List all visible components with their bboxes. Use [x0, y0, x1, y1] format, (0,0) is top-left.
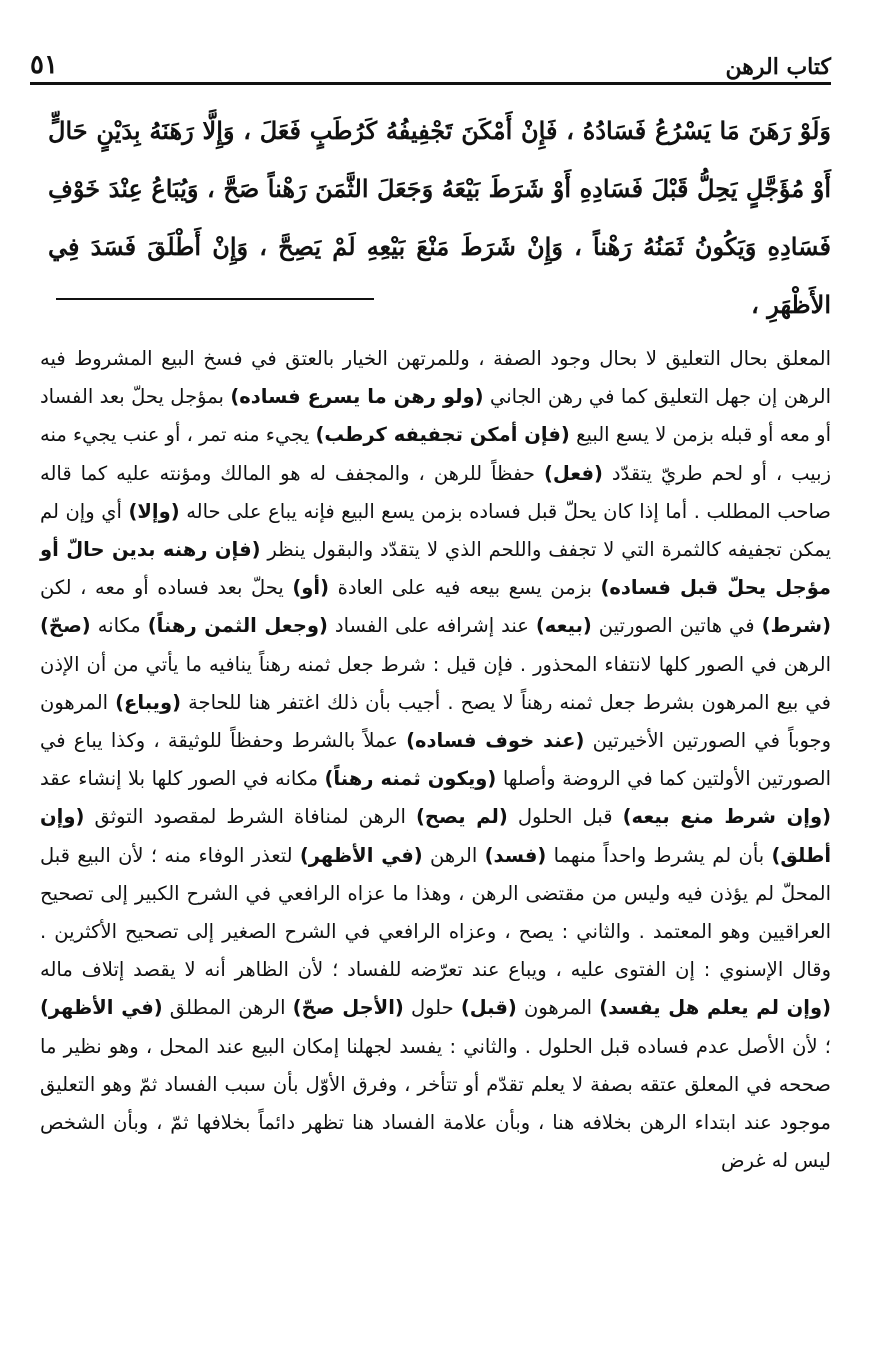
matn-text: وَلَوْ رَهَنَ مَا يَسْرُعُ فَسَادُهُ ، فَإِنْ أَمْكَنَ تَجْفِيفُهُ كَرُطَبٍ فَعَلَ ، وَإِلَّا رَهَنَهُ بِدَيْنٍ حَالٍّ أَوْ مُؤَجَّلٍ يَحِلُّ قَبْلَ فَسَادِهِ أَوْ شَرَطَ بَيْعَهُ وَجَعَلَ الثَّمَنَ رَهْناً صَحَّ ، وَيُبَاعُ عِنْدَ خَوْفِ فَسَادِهِ وَيَكُونُ ثَمَنُهُ رَهْناً ، وَإِنْ شَرَطَ مَنْعَ بَيْعِهِ لَمْ يَصِحَّ ، وَإِنْ أَطْلَقَ فَسَدَ فِي الأَظْهَرِ ، — [48, 116, 831, 319]
commentary-segment: بأن لم يشرط واحداً منهما — [546, 843, 772, 867]
quoted-matn-segment: (وإن لم يعلم هل يفسد) — [599, 996, 831, 1020]
commentary-segment: المرهون وجوباً في الصورتين الأخيرتين — [40, 690, 831, 753]
quoted-matn-segment: (فسد) — [484, 843, 547, 867]
quoted-matn-segment: (وإلا) — [128, 499, 180, 523]
page-header — [30, 40, 831, 80]
commentary-segment: بزمن يسع بيعه فيه على العادة — [329, 576, 601, 600]
quoted-matn-segment: (الأجل صحّ) — [292, 996, 404, 1020]
header-rule — [30, 82, 831, 85]
quoted-matn-segment: (فإن رهنه بدين حالّ أو مؤجل يحلّ قبل فساده) — [40, 538, 831, 600]
quoted-matn-segment: (وجعل الثمن رهناً) — [147, 614, 328, 638]
commentary-segment: عملاً بالشرط وحفظاً للوثيقة ، وكذا يباع في الصورتين الأولتين كما في الروضة وأصلها — [40, 729, 832, 791]
quoted-matn-segment: (في الأظهر) — [40, 996, 163, 1020]
commentary-segment: ؛ لأن الأصل عدم فساده قبل الحلول . والثاني : يفسد لجهلنا إمكان البيع عند المحل ، وهو نظير ما صححه في المعلق عتقه بصفة لا يعلم تقدّم أو تتأخر ، وفرق الأوّل بأن سبب الفساد ثمّ وهو التعليق موجود عند ابتداء الرهن بخلافه هنا ، وبأن علامة الفساد هنا تظهر دائماً بخلافها ثمّ ، وبأن الشخص ليس له غرض — [40, 1034, 831, 1173]
commentary-segment: الرهن في الصور كلها لانتفاء المحذور . فإن قيل : شرط جعل ثمنه رهناً ينافيه ما يأتي من أن الإذن في بيع المرهون بشرط جعل ثمنه رهناً لا يصح . أجيب بأن ذلك اغتفر هنا للحاجة — [40, 652, 831, 714]
commentary-segment: عند إشرافه على الفساد — [327, 614, 536, 638]
commentary-segment: يحلّ بعد فساده أو معه ، لكن — [40, 576, 293, 600]
page-number: ٥١ — [30, 50, 58, 80]
commentary-segment: المرهون — [516, 996, 600, 1020]
quoted-matn-segment: (ولو رهن ما يسرع فساده) — [230, 385, 484, 409]
commentary-segment: قبل الحلول — [507, 805, 623, 829]
commentary-segment: في هاتين الصورتين — [591, 614, 762, 638]
quoted-matn-segment: (في الأظهر) — [299, 843, 423, 867]
commentary-segment: الرهن المطلق — [162, 996, 293, 1020]
quoted-matn-segment: (شرط) — [761, 614, 831, 638]
quoted-matn-segment: (قبل) — [460, 996, 517, 1020]
running-title: كتاب الرهن — [725, 54, 831, 80]
commentary-segment: الرهن لمنافاة الشرط لمقصود التوثق — [84, 805, 417, 829]
quoted-matn-segment: (وإن شرط منع بيعه) — [622, 805, 831, 829]
commentary-segment: الرهن — [422, 843, 485, 867]
quoted-matn-segment: (صحّ) — [40, 614, 91, 638]
quoted-matn-segment: (لم يصح) — [416, 805, 508, 829]
commentary-segment: المعلق بحال التعليق لا بحال وجود الصفة ، وللمرتهن الخيار بالعتق في فسخ البيع المشروط فيه الرهن إن جهل التعليق كما في رهن الجاني — [40, 347, 831, 409]
quoted-matn-segment: (أو) — [292, 576, 330, 600]
commentary-segment: أي وإن لم يمكن تجفيفه كالثمرة التي لا تجفف واللحم الذي لا يتقدّد والبقول ينظر — [40, 499, 832, 562]
commentary-segment: حلول — [403, 996, 461, 1020]
quoted-matn-segment: (ويباع) — [115, 690, 182, 714]
sharh-text — [40, 340, 831, 1180]
quoted-matn-segment: (ويكون ثمنه رهناً) — [324, 767, 497, 791]
commentary-segment: لتعذر الوفاء منه ؛ لأن البيع قبل المحلّ لم يؤذن فيه وليس من مقتضى الرهن ، وهذا ما عزاه الرافعي في الشرح الكبير إلى تصحيح العراقيين وهو المعتمد . والثاني : يصح ، وعزاه الرافعي في الشرح الصغير إلى تصحيح الأكثرين . وقال الإسنوي : إن الفتوى عليه ، ويباع عند تعرّضه للفساد ؛ لأن الظاهر أنه لا يقصد إتلاف ماله — [40, 843, 831, 982]
commentary-segment: بمؤجل يحلّ بعد الفساد أو معه أو قبله بزمن لا يسع البيع — [40, 385, 832, 447]
commentary-segment: مكانه في الصور كلها بلا إنشاء عقد — [40, 767, 325, 791]
quoted-matn-segment: (بيعه) — [535, 614, 592, 638]
quoted-matn-segment: (وإن أطلق) — [40, 805, 832, 867]
footnote-divider — [56, 298, 374, 300]
commentary-segment: يجيء منه تمر ، أو عنب يجيء منه زبيب ، أو لحم طريّ يتقدّد — [40, 423, 832, 485]
quoted-matn-segment: (فإن أمكن تجفيفه كرطب) — [315, 423, 570, 447]
quoted-matn-segment: (فعل) — [543, 461, 603, 485]
commentary-segment: حفظاً للرهن ، والمجفف له هو المالك ومؤنته عليه كما قاله صاحب المطلب . أما إذا كان يحلّ قبل فساده بزمن يسع البيع فإنه يباع على حاله — [40, 461, 831, 523]
quoted-matn-segment: (عند خوف فساده) — [406, 729, 585, 753]
commentary-segment: مكانه — [90, 614, 148, 638]
